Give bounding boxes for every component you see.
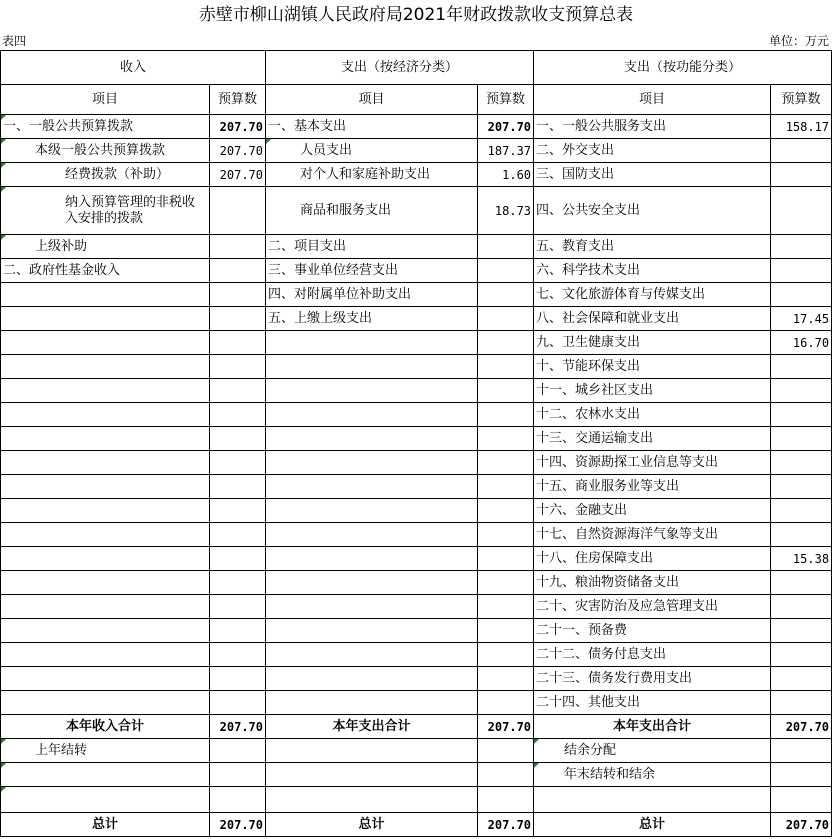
func-item: 二十二、债务付息支出	[534, 643, 771, 667]
func-value	[771, 643, 832, 667]
econ-total-value: 207.70	[478, 715, 534, 739]
econ-item	[266, 643, 478, 667]
income-value: 207.70	[210, 115, 266, 139]
table-row	[1, 331, 832, 355]
econ-value	[478, 739, 534, 763]
func-value: 15.38	[771, 547, 832, 571]
econ-item	[266, 739, 478, 763]
func-value	[771, 355, 832, 379]
func-value	[771, 283, 832, 307]
income-value	[210, 691, 266, 715]
table-row	[1, 643, 832, 667]
table-row	[1, 667, 832, 691]
econ-item: 对个人和家庭补助支出	[266, 163, 478, 187]
func-value: 17.45	[771, 307, 832, 331]
econ-value	[478, 571, 534, 595]
income-item	[1, 451, 210, 475]
table-row	[1, 451, 832, 475]
table-row	[1, 235, 832, 259]
report-title: 赤壁市柳山湖镇人民政府局2021年财政拨款收支预算总表	[198, 5, 634, 25]
econ-item: 四、对附属单位补助支出	[266, 283, 478, 307]
income-item	[1, 571, 210, 595]
header-row-columns	[1, 85, 832, 115]
econ-item	[266, 331, 478, 355]
func-item: 十三、交通运输支出	[534, 427, 771, 451]
econ-item	[266, 499, 478, 523]
header-item: 项目	[534, 85, 771, 115]
income-value	[210, 379, 266, 403]
income-value	[210, 499, 266, 523]
carry-row	[1, 739, 832, 763]
income-value	[210, 331, 266, 355]
econ-item	[266, 379, 478, 403]
income-item: 上年结转	[1, 739, 210, 763]
econ-grand-value: 207.70	[478, 813, 534, 837]
func-value	[771, 427, 832, 451]
func-value	[771, 667, 832, 691]
func-grand-value: 207.70	[771, 813, 832, 837]
econ-value	[478, 499, 534, 523]
econ-value	[478, 235, 534, 259]
func-item: 五、教育支出	[534, 235, 771, 259]
income-value	[210, 235, 266, 259]
func-grand-label: 总计	[534, 813, 771, 837]
func-item: 六、科学技术支出	[534, 259, 771, 283]
econ-value	[478, 763, 534, 787]
func-value	[771, 787, 832, 813]
unit-label: 单位：万元	[768, 34, 829, 48]
income-value	[210, 547, 266, 571]
func-total-label: 本年支出合计	[534, 715, 771, 739]
table-row	[1, 499, 832, 523]
func-value	[771, 595, 832, 619]
func-item: 十七、自然资源海洋气象等支出	[534, 523, 771, 547]
income-item	[1, 499, 210, 523]
income-item	[1, 475, 210, 499]
econ-value	[478, 355, 534, 379]
income-item	[1, 763, 210, 787]
econ-value	[478, 667, 534, 691]
header-item: 项目	[266, 85, 478, 115]
func-total-value: 207.70	[771, 715, 832, 739]
func-value	[771, 571, 832, 595]
func-value: 16.70	[771, 331, 832, 355]
func-item: 二、外交支出	[534, 139, 771, 163]
func-value	[771, 763, 832, 787]
income-item	[1, 307, 210, 331]
table-row	[1, 259, 832, 283]
func-item: 二十一、预备费	[534, 619, 771, 643]
header-budget: 预算数	[478, 85, 534, 115]
budget-table	[0, 50, 832, 837]
econ-item	[266, 763, 478, 787]
econ-value	[478, 331, 534, 355]
func-item: 十、节能环保支出	[534, 355, 771, 379]
func-value	[771, 163, 832, 187]
econ-item: 二、项目支出	[266, 235, 478, 259]
income-value	[210, 475, 266, 499]
income-value	[210, 259, 266, 283]
econ-total-label: 本年支出合计	[266, 715, 478, 739]
carry-row	[1, 763, 832, 787]
table-row	[1, 427, 832, 451]
income-item: 上级补助	[1, 235, 210, 259]
func-item: 一、一般公共服务支出	[534, 115, 771, 139]
income-item	[1, 547, 210, 571]
econ-value	[478, 307, 534, 331]
table-row	[1, 283, 832, 307]
income-item	[1, 355, 210, 379]
income-grand-value: 207.70	[210, 813, 266, 837]
econ-item: 一、基本支出	[266, 115, 478, 139]
func-item: 二十四、其他支出	[534, 691, 771, 715]
income-item: 经费拨款（补助）	[1, 163, 210, 187]
income-item	[1, 523, 210, 547]
econ-value	[478, 691, 534, 715]
econ-value: 18.73	[478, 187, 534, 235]
header-budget: 预算数	[210, 85, 266, 115]
income-value	[210, 763, 266, 787]
econ-value	[478, 427, 534, 451]
econ-value	[478, 283, 534, 307]
econ-item: 人员支出	[266, 139, 478, 163]
income-value	[210, 187, 266, 235]
func-value	[771, 379, 832, 403]
econ-value	[478, 547, 534, 571]
table-row	[1, 307, 832, 331]
income-value	[210, 643, 266, 667]
table-row	[1, 619, 832, 643]
table-row	[1, 691, 832, 715]
func-item: 十九、粮油物资储备支出	[534, 571, 771, 595]
income-item: 二、政府性基金收入	[1, 259, 210, 283]
income-item: 本级一般公共预算拨款	[1, 139, 210, 163]
func-item: 八、社会保障和就业支出	[534, 307, 771, 331]
table-row	[1, 115, 832, 139]
func-item: 年末结转和结余	[534, 763, 771, 787]
func-value	[771, 451, 832, 475]
econ-item	[266, 403, 478, 427]
func-item: 十四、资源勘探工业信息等支出	[534, 451, 771, 475]
func-item: 四、公共安全支出	[534, 187, 771, 235]
income-value	[210, 595, 266, 619]
income-item	[1, 619, 210, 643]
income-value	[210, 739, 266, 763]
econ-item	[266, 667, 478, 691]
econ-value	[478, 451, 534, 475]
income-item: 纳入预算管理的非税收入安排的拨款	[1, 187, 210, 235]
func-item: 十一、城乡社区支出	[534, 379, 771, 403]
carry-row	[1, 787, 832, 813]
econ-value	[478, 379, 534, 403]
func-item: 结余分配	[534, 739, 771, 763]
econ-item	[266, 571, 478, 595]
income-item	[1, 595, 210, 619]
func-value: 158.17	[771, 115, 832, 139]
table-row	[1, 595, 832, 619]
func-item: 十八、住房保障支出	[534, 547, 771, 571]
func-value	[771, 259, 832, 283]
econ-value	[478, 475, 534, 499]
func-item: 九、卫生健康支出	[534, 331, 771, 355]
header-income: 收入	[1, 51, 266, 85]
header-item: 项目	[1, 85, 210, 115]
income-value	[210, 619, 266, 643]
func-item	[534, 787, 771, 813]
income-value	[210, 403, 266, 427]
func-value	[771, 139, 832, 163]
table-row	[1, 475, 832, 499]
header-budget: 预算数	[771, 85, 832, 115]
income-value	[210, 523, 266, 547]
income-value	[210, 451, 266, 475]
econ-item	[266, 355, 478, 379]
table-row	[1, 571, 832, 595]
income-value: 207.70	[210, 139, 266, 163]
grand-total-row	[1, 813, 832, 837]
income-value: 207.70	[210, 163, 266, 187]
table-row	[1, 139, 832, 163]
table-row	[1, 547, 832, 571]
income-value	[210, 667, 266, 691]
econ-value	[478, 643, 534, 667]
income-total-label: 本年收入合计	[1, 715, 210, 739]
table-row	[1, 523, 832, 547]
income-grand-label: 总计	[1, 813, 210, 837]
econ-item	[266, 691, 478, 715]
func-item: 十二、农林水支出	[534, 403, 771, 427]
income-item: 一、一般公共预算拨款	[1, 115, 210, 139]
econ-item: 商品和服务支出	[266, 187, 478, 235]
income-item	[1, 667, 210, 691]
header-econ: 支出（按经济分类）	[266, 51, 534, 85]
income-value	[210, 283, 266, 307]
econ-value	[478, 259, 534, 283]
income-total-value: 207.70	[210, 715, 266, 739]
func-value	[771, 499, 832, 523]
econ-value: 187.37	[478, 139, 534, 163]
income-item	[1, 379, 210, 403]
table-row	[1, 379, 832, 403]
func-value	[771, 523, 832, 547]
income-value	[210, 355, 266, 379]
income-item	[1, 643, 210, 667]
func-item: 三、国防支出	[534, 163, 771, 187]
func-value	[771, 235, 832, 259]
table-row	[1, 355, 832, 379]
func-value	[771, 691, 832, 715]
func-item: 十五、商业服务业等支出	[534, 475, 771, 499]
func-value	[771, 187, 832, 235]
income-item	[1, 331, 210, 355]
year-total-row	[1, 715, 832, 739]
table-row	[1, 163, 832, 187]
table-row	[1, 187, 832, 235]
income-value	[210, 787, 266, 813]
header-row-groups	[1, 51, 832, 85]
func-item: 二十三、债务发行费用支出	[534, 667, 771, 691]
func-item: 二十、灾害防治及应急管理支出	[534, 595, 771, 619]
income-value	[210, 571, 266, 595]
econ-item	[266, 427, 478, 451]
func-value	[771, 403, 832, 427]
table-number: 表四	[2, 34, 27, 48]
econ-value	[478, 595, 534, 619]
income-item	[1, 691, 210, 715]
func-item: 十六、金融支出	[534, 499, 771, 523]
income-item	[1, 427, 210, 451]
func-item: 七、文化旅游体育与传媒支出	[534, 283, 771, 307]
econ-value: 207.70	[478, 115, 534, 139]
econ-item	[266, 451, 478, 475]
table-row	[1, 403, 832, 427]
header-func: 支出（按功能分类）	[534, 51, 832, 85]
econ-value	[478, 523, 534, 547]
econ-grand-label: 总计	[266, 813, 478, 837]
econ-item	[266, 475, 478, 499]
econ-item	[266, 787, 478, 813]
func-value	[771, 739, 832, 763]
econ-value	[478, 619, 534, 643]
income-item	[1, 787, 210, 813]
econ-value	[478, 787, 534, 813]
func-value	[771, 619, 832, 643]
income-item	[1, 283, 210, 307]
econ-value	[478, 403, 534, 427]
econ-item: 三、事业单位经营支出	[266, 259, 478, 283]
econ-item	[266, 619, 478, 643]
income-item	[1, 403, 210, 427]
income-value	[210, 427, 266, 451]
econ-item	[266, 595, 478, 619]
func-value	[771, 475, 832, 499]
econ-item: 五、上缴上级支出	[266, 307, 478, 331]
econ-item	[266, 547, 478, 571]
income-value	[210, 307, 266, 331]
econ-value: 1.60	[478, 163, 534, 187]
econ-item	[266, 523, 478, 547]
